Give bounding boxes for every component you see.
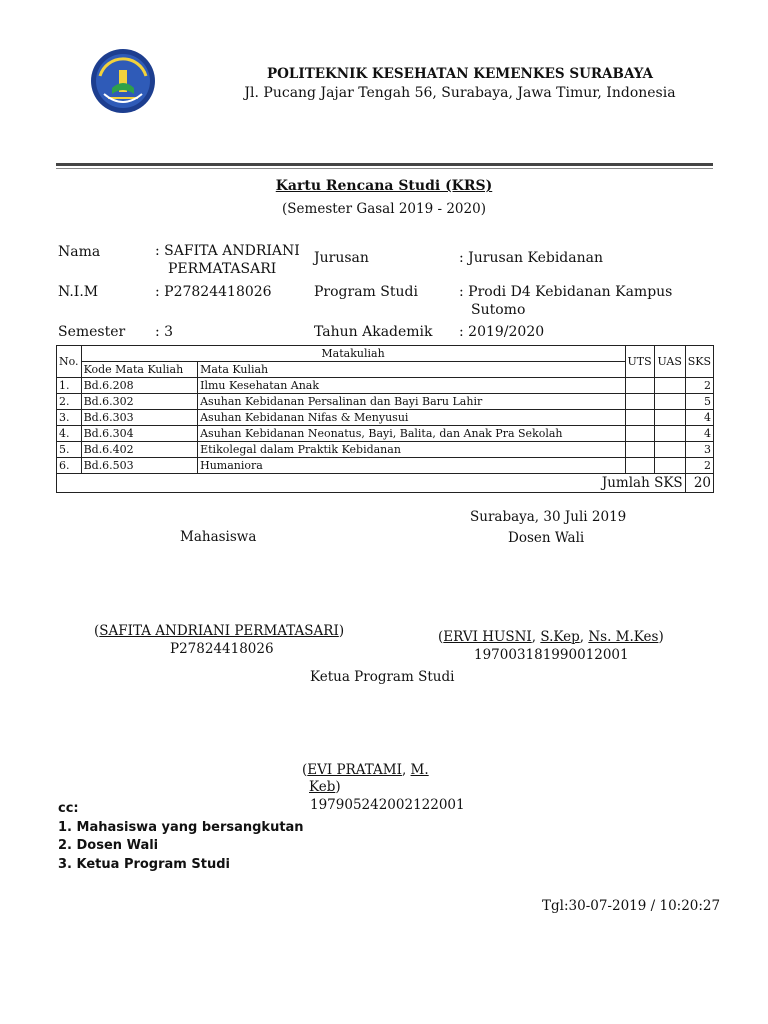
- cc-label: cc:: [58, 801, 79, 816]
- prodi-value-cont: Sutomo: [471, 302, 526, 318]
- row-kode: Bd.6.302: [81, 394, 198, 410]
- row-sks: 2: [685, 378, 713, 394]
- dosen-wali-label: Dosen Wali: [508, 530, 585, 546]
- ketua-prodi-label: Ketua Program Studi: [310, 669, 455, 685]
- jurusan-label: Jurusan: [314, 250, 369, 266]
- row-mata-kuliah: Ilmu Kesehatan Anak: [198, 378, 625, 394]
- mahasiswa-label: Mahasiswa: [180, 529, 257, 545]
- row-mata-kuliah: Asuhan Kebidanan Nifas & Menyusui: [198, 410, 625, 426]
- nim-label: N.I.M: [58, 284, 99, 300]
- row-no: 3.: [57, 410, 82, 426]
- mahasiswa-signature-name: (SAFITA ANDRIANI PERMATASARI): [94, 623, 345, 639]
- table-row: [57, 458, 714, 474]
- header-uts: UTS: [625, 346, 654, 378]
- row-uts: [625, 378, 654, 394]
- row-no: 2.: [57, 394, 82, 410]
- institution-logo: [90, 48, 156, 114]
- header-no: No.: [57, 346, 82, 378]
- row-no: 4.: [57, 426, 82, 442]
- cc-item: 3. Ketua Program Studi: [58, 857, 230, 872]
- table-row: [57, 426, 714, 442]
- header-mata-kuliah: Mata Kuliah: [198, 362, 625, 378]
- ketua-prodi-nip: 197905242002122001: [310, 797, 465, 813]
- semester-label: Semester: [58, 324, 126, 340]
- row-mata-kuliah: Asuhan Kebidanan Persalinan dan Bayi Baru Lahir: [198, 394, 625, 410]
- prodi-value: : Prodi D4 Kebidanan Kampus: [459, 284, 673, 300]
- header-matakuliah: Matakuliah: [81, 346, 625, 362]
- ketua-prodi-title-cont: Keb): [309, 779, 341, 795]
- row-uts: [625, 458, 654, 474]
- row-sks: 3: [685, 442, 713, 458]
- row-kode: Bd.6.304: [81, 426, 198, 442]
- table-row: [57, 394, 714, 410]
- tahun-akademik-value: : 2019/2020: [459, 324, 545, 340]
- row-sks: 5: [685, 394, 713, 410]
- nama-value: : SAFITA ANDRIANI: [155, 243, 300, 259]
- row-kode: Bd.6.303: [81, 410, 198, 426]
- nama-value-cont: PERMATASARI: [168, 261, 277, 277]
- row-kode: Bd.6.503: [81, 458, 198, 474]
- tahun-akademik-label: Tahun Akademik: [314, 324, 433, 340]
- row-sks: 4: [685, 410, 713, 426]
- header-divider-thin: [56, 168, 713, 169]
- course-table: [56, 345, 714, 493]
- semester-value: : 3: [155, 324, 174, 340]
- header-uas: UAS: [654, 346, 685, 378]
- table-subheader-row: [57, 362, 714, 378]
- place-date: Surabaya, 30 Juli 2019: [470, 509, 627, 525]
- mahasiswa-nim: P27824418026: [170, 641, 274, 657]
- row-mata-kuliah: Humaniora: [198, 458, 625, 474]
- row-no: 5.: [57, 442, 82, 458]
- row-uas: [654, 410, 685, 426]
- row-uas: [654, 378, 685, 394]
- table-row: [57, 378, 714, 394]
- row-uts: [625, 394, 654, 410]
- dosen-wali-signature-name: (ERVI HUSNI, S.Kep, Ns. M.Kes): [438, 629, 664, 645]
- header-divider: [56, 163, 713, 166]
- table-total-row: [57, 474, 714, 493]
- row-uts: [625, 410, 654, 426]
- cc-item: 1. Mahasiswa yang bersangkutan: [58, 820, 304, 835]
- row-no: 1.: [57, 378, 82, 394]
- document-title: Kartu Rencana Studi (KRS): [275, 178, 493, 194]
- cc-item: 2. Dosen Wali: [58, 838, 159, 853]
- institution-name: POLITEKNIK KESEHATAN KEMENKES SURABAYA: [267, 66, 653, 82]
- row-mata-kuliah: Asuhan Kebidanan Neonatus, Bayi, Balita, dan Anak Pra Sekolah: [198, 426, 625, 442]
- row-uas: [654, 426, 685, 442]
- institution-address: Jl. Pucang Jajar Tengah 56, Surabaya, Jawa Timur, Indonesia: [244, 85, 676, 101]
- ketua-prodi-signature-name: (EVI PRATAMI, M.: [302, 762, 429, 778]
- jurusan-value: : Jurusan Kebidanan: [459, 250, 603, 266]
- table-row: [57, 442, 714, 458]
- table-header-row: [57, 346, 714, 362]
- dosen-wali-nip: 197003181990012001: [474, 647, 629, 663]
- row-uts: [625, 426, 654, 442]
- row-kode: Bd.6.208: [81, 378, 198, 394]
- row-sks: 4: [685, 426, 713, 442]
- header-kode: Kode Mata Kuliah: [81, 362, 198, 378]
- row-sks: 2: [685, 458, 713, 474]
- row-kode: Bd.6.402: [81, 442, 198, 458]
- total-sks-label: Jumlah SKS: [57, 474, 686, 493]
- nama-label: Nama: [58, 244, 101, 260]
- nim-value: : P27824418026: [155, 284, 272, 300]
- table-row: [57, 410, 714, 426]
- row-no: 6.: [57, 458, 82, 474]
- header-sks: SKS: [685, 346, 713, 378]
- print-timestamp: Tgl:30-07-2019 / 10:20:27: [542, 898, 721, 914]
- total-sks-value: 20: [685, 474, 713, 493]
- semester-line: (Semester Gasal 2019 - 2020): [282, 201, 486, 217]
- row-uas: [654, 394, 685, 410]
- prodi-label: Program Studi: [314, 284, 418, 300]
- row-mata-kuliah: Etikolegal dalam Praktik Kebidanan: [198, 442, 625, 458]
- row-uas: [654, 442, 685, 458]
- row-uts: [625, 442, 654, 458]
- row-uas: [654, 458, 685, 474]
